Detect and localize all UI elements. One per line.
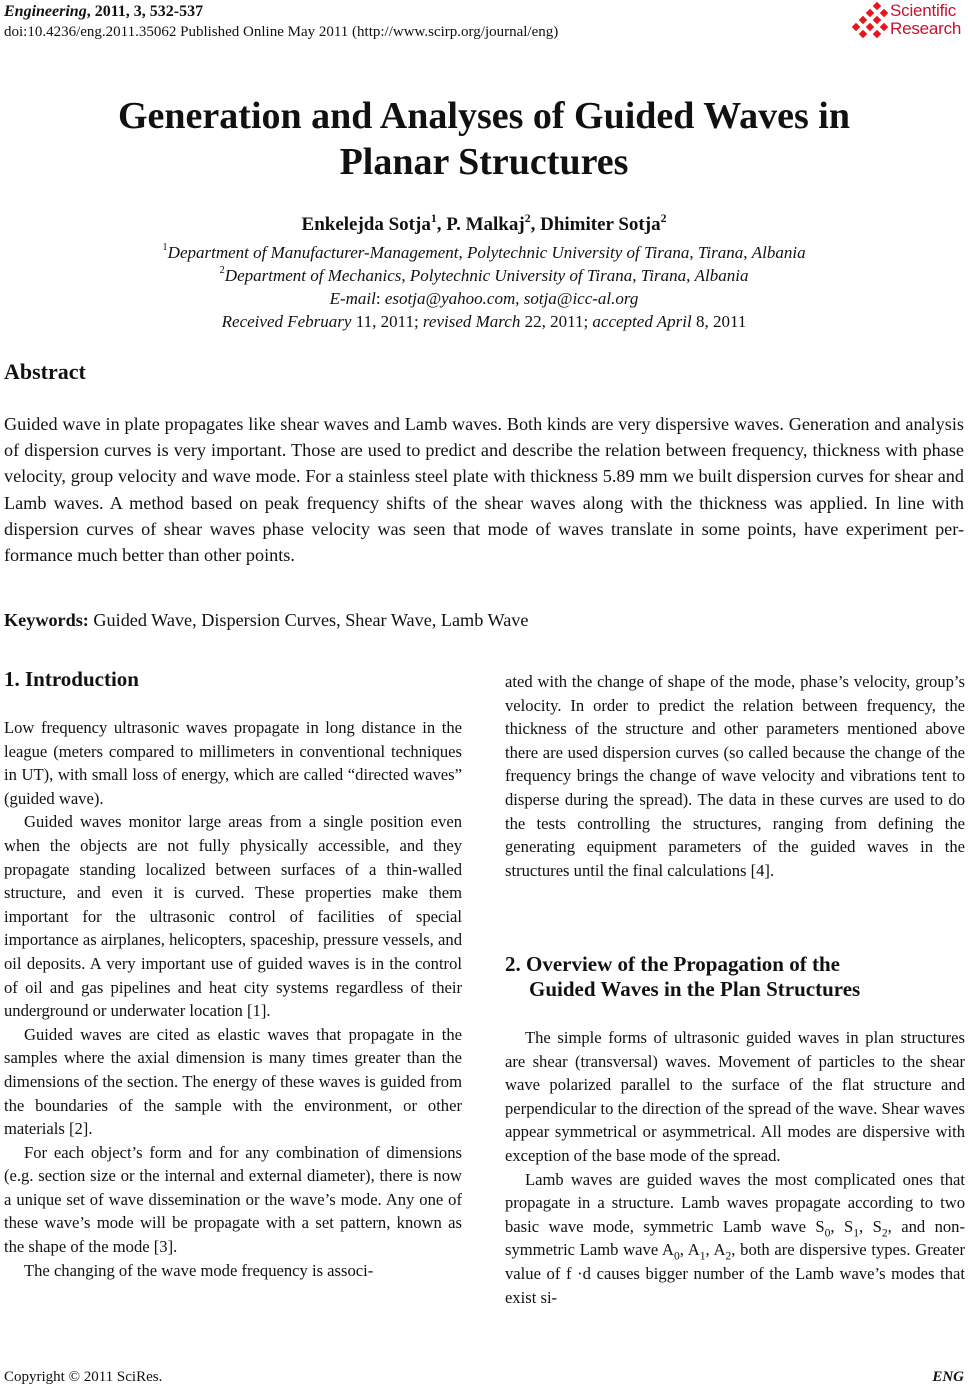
paper-title: Generation and Analyses of Guided Waves in Planar Structures	[118, 95, 850, 183]
keywords-list: Guided Wave, Dispersion Curves, Shear Wave, Lamb Wave	[88, 610, 529, 630]
paragraph: For each object’s form and for any combination of dimensions (e.g. section size or the internal and external diameter), there is now a unique set of wave dissemination or the wave’s mode. Any one of these wave’s mode will be propagate with a set pattern, known as the shape of the mode [3].	[4, 1142, 462, 1257]
section-heading-overview: 2. Overview of the Propagation of the Guided Waves in the Plan Structures	[505, 952, 861, 1001]
paragraph: The changing of the wave mode frequency is associ-	[24, 1260, 374, 1280]
journal-abbreviation: ENG	[932, 1369, 964, 1385]
diamond-cluster-icon	[850, 1, 890, 41]
paragraph: Lamb waves are guided waves the most complicated ones that propagate in a structure. Lamb waves propagate according to two basic wave mode, symmetric Lamb wave $S_0$, $S_1$, $S_2$, and non-symmetric Lamb wave $A_0$, $A_1$, $A_2$, both are dispersive types. Greater value of f ·d causes bigger number of the Lamb wave’s modes that exist si-	[505, 1169, 965, 1307]
affiliation-2: $^2$Department of Mechanics, Polytechnic University of Tirana, Tirana, Albania	[219, 265, 749, 285]
copyright-footer: Copyright © 2011 SciRes.	[4, 1369, 163, 1385]
right-column-bottom	[505, 1026, 965, 1309]
paragraph: Low frequency ultrasonic waves propagate in long distance in the league (meters compared to millimeters in conventional techniques in UT), with small loss of energy, which are called “directed waves” (guided wave).	[4, 718, 462, 808]
dates-line: Received February 11, 2011; revised March 22, 2011; accepted April 8, 2011	[221, 312, 747, 331]
doi-line: doi:10.4236/eng.2011.35062 Published Online May 2011 (http://www.scirp.org/journal/eng)	[4, 24, 559, 40]
affiliation-1: $^1$Department of Manufacturer-Management, Polytechnic University of Tirana, Tirana, Albania	[162, 242, 806, 262]
journal-volume: , 2011, 3, 532-537	[86, 3, 204, 20]
keywords-label: Keywords:	[4, 610, 89, 630]
publisher-logo	[850, 1, 968, 41]
journal-citation	[4, 2, 203, 22]
section-heading-introduction: 1. Introduction	[4, 667, 139, 691]
keywords	[4, 608, 528, 632]
email-line: E-mail: esotja@yahoo.com, sotja@icc-al.org	[329, 289, 639, 308]
publisher-name: Scientific Research	[890, 1, 962, 38]
left-column	[4, 716, 462, 1282]
abstract-text: Guided wave in plate propagates like shear waves and Lamb waves. Both kinds are very dispersive waves. Generation and analysis of dispersion curves is very important. Those are used to predict and describe the relation between frequency, thickness with phase velocity, group velocity and wave mode. For a stainless steel plate with thickness 5.89 mm we built dispersion curves for shear and Lamb waves. A method based on peak frequency shifts of the shear waves along with the thickness was applied. In line with dispersion curves of shear waves phase velocity was seen that mode of waves translate in some points, have experiment per-formance much better than other points.	[4, 414, 964, 566]
paragraph: The simple forms of ultrasonic guided waves in plan structures are shear (transversal) waves. Movement of particles to the shear wave polarized parallel to the surface of the flat structure and perpendicular to the direction of the spread of the wave. Shear waves appear symmetrical or asymmetrical. All modes are dispersive with exception of the base mode of the spread.	[505, 1028, 965, 1165]
right-column-top	[505, 670, 965, 882]
author: Dhimiter Sotja$^2$	[540, 211, 667, 235]
paragraph: Guided waves are cited as elastic waves that propagate in the samples where the axial dimension is many times greater than the dimensions of the section. The energy of these waves is guided from the boundaries of the sample with the environment, or other materials [2].	[4, 1024, 462, 1139]
author: Enkelejda Sotja$^1$,	[301, 211, 447, 235]
email-links[interactable]: esotja@yahoo.com, sotja@icc-al.org	[384, 289, 639, 308]
author: P. Malkaj$^2$,	[446, 211, 541, 235]
paragraph: ated with the change of shape of the mode, phase’s velocity, group’s velocity. In order to predict the relation between frequency, the thickness of the structure and other parameters mentioned above there are used dispersion curves (so called because the change of the frequency brings the change of wave velocity and vibrations tent to disperse during the spread). The data in these curves are used to do the tests controlling the structures, ranging from defining the generating equipment parameters of the guided waves in the structures until the final calculations [4].	[505, 672, 965, 880]
paragraph: Guided waves monitor large areas from a single position even when the objects are not fully physically accessible, and they propagate standing localized between surfaces of a thin-walled structure, and even it is curved. These properties make them important for the ultrasonic control of facilities of special importance as airplanes, helicopters, spaceship, pressure vessels, and oil deposits. A very important use of guided waves is in the control of oil and gas pipelines and heat city systems regardless of their underground or underwater location [1].	[4, 812, 462, 1021]
journal-name: Engineering	[4, 3, 87, 20]
abstract-heading: Abstract	[4, 359, 86, 384]
author-list	[0, 211, 968, 236]
